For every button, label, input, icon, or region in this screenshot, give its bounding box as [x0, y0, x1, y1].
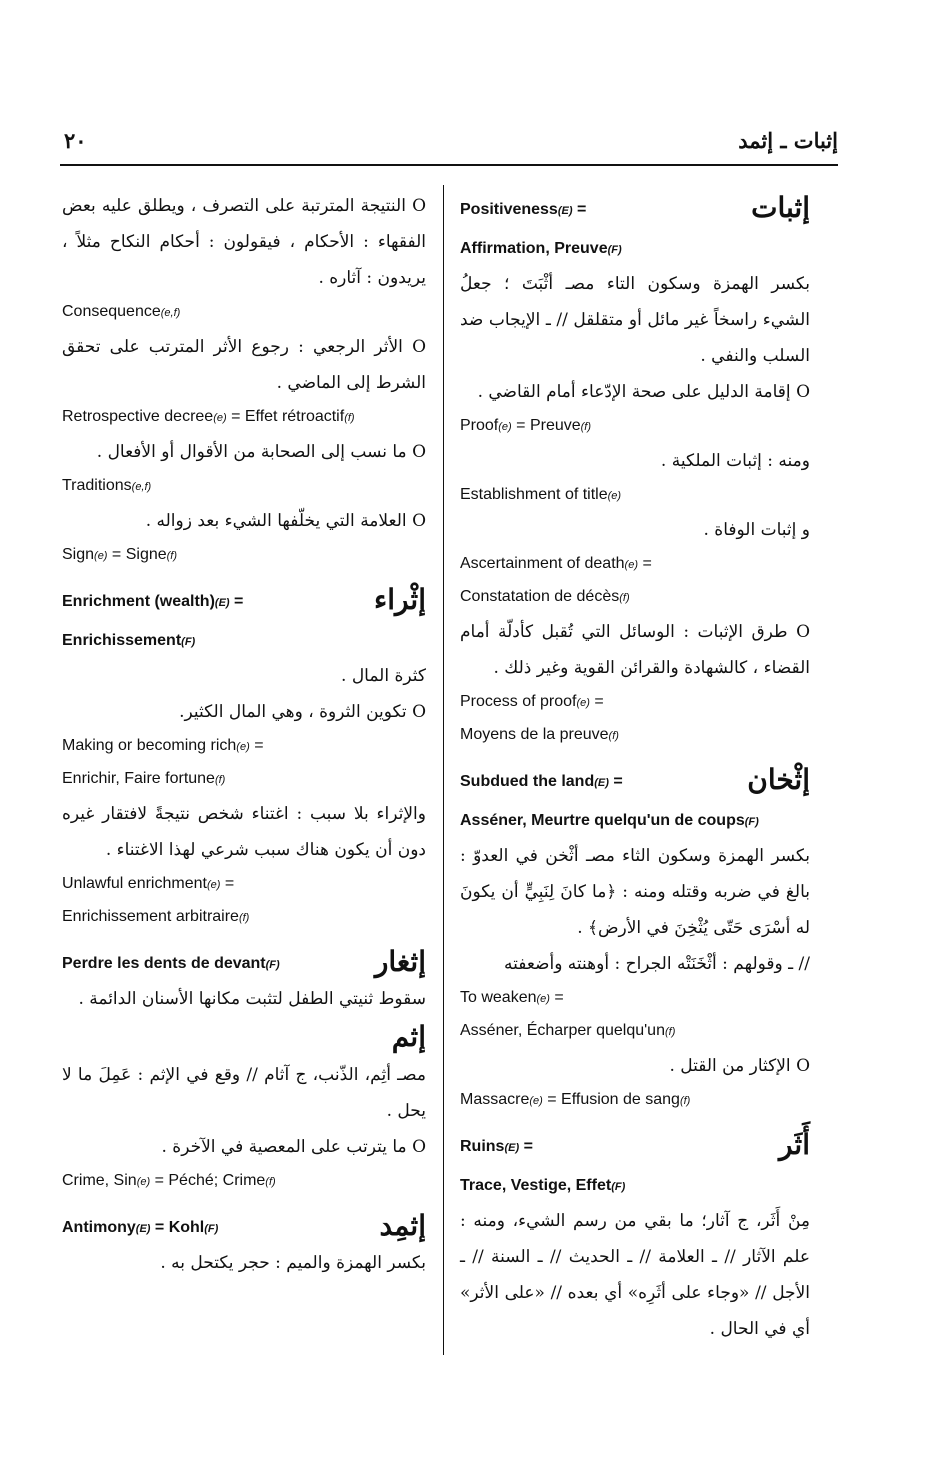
- entry-athar-continued: [62, 188, 426, 572]
- page-header: [60, 128, 838, 166]
- translation: Proof(e) = Preuve(f): [460, 417, 592, 434]
- definition: O تكوين الثروة ، وهي المال الكثير.: [179, 702, 426, 722]
- translation: Traditions(e,f): [62, 477, 152, 494]
- definition: O الإكثار من القتل .: [669, 1056, 810, 1076]
- headword: إثم: [391, 1020, 426, 1053]
- definition: O الأثر الرجعي : رجوع الأثر المترتب على تحقق الشرط إلى الماضي .: [62, 337, 426, 393]
- entry-ithmid: [62, 1206, 426, 1281]
- translation: Enrichissement arbitraire(f): [62, 908, 250, 925]
- definition: O ما نسب إلى الصحابة من الأقوال أو الأفعال .: [96, 442, 426, 462]
- translation: Ascertainment of death(e) =: [460, 555, 652, 572]
- entry-ithbat: [460, 188, 810, 752]
- definition: سقوط ثنيتي الطفل لتثبت مكانها الأسنان الدائمة .: [78, 989, 426, 1009]
- translation: To weaken(e) =: [460, 989, 564, 1006]
- entry-ithghar: [62, 942, 426, 1017]
- definition: و إثبات الوفاة .: [703, 520, 810, 540]
- translation: Enrichir, Faire fortune(f): [62, 770, 226, 787]
- translation: Consequence(e,f): [62, 303, 181, 320]
- page-number: ٢٠: [64, 128, 87, 153]
- entry-head: [62, 1206, 426, 1245]
- definition: O طرق الإثبات : الوسائل التي تُقبل كأدلّة أمام القضاء ، كالشهادة والقرائن القوية وغير ذلك .: [460, 622, 810, 678]
- definition: O النتيجة المترتبة على التصرف ، ويطلق عليه بعض الفقهاء : الأحكام ، فيقولون : أحكام النكاح مثلاً ، يريدون : آثاره .: [62, 196, 426, 288]
- headword: إثمِد: [379, 1209, 426, 1242]
- translation: Massacre(e) = Effusion de sang(f): [460, 1091, 691, 1108]
- english-equivalent: Antimony(E) = Kohl(F): [62, 1219, 219, 1236]
- definition: والإثراء بلا سبب : اغتناء شخص نتيجةً لافتقار غيره دون أن يكون هناك سبب شرعي لهذا الاغتناء .: [62, 804, 426, 860]
- french-equivalent: Asséner, Meurtre quelqu'un de coups(F): [460, 812, 759, 829]
- running-head: إثبات ـ إثمد: [738, 128, 838, 153]
- definition: بكسر الهمزة والميم : حجر يكتحل به .: [160, 1253, 426, 1273]
- translation: Sign(e) = Signe(f): [62, 546, 178, 563]
- definition: ومنه : إثبات الملكية .: [660, 451, 810, 471]
- entry-head: [62, 942, 426, 981]
- english-equivalent: Ruins(E) =: [460, 1138, 533, 1155]
- headword: أَثَر: [778, 1128, 810, 1161]
- left-column: [62, 188, 426, 1281]
- translation: Process of proof(e) =: [460, 693, 604, 710]
- english-equivalent: Subdued the land(E) =: [460, 773, 623, 790]
- definition: O العلامة التي يخلّفها الشيء بعد زواله .: [145, 511, 426, 531]
- entry-ithraa: [62, 580, 426, 934]
- entry-head: [460, 188, 810, 266]
- english-equivalent: Positiveness(E) =: [460, 201, 587, 218]
- definition: كثرة المال .: [341, 666, 426, 686]
- french-equivalent: Trace, Vestige, Effet(F): [460, 1177, 626, 1194]
- translation: Retrospective decree(e) = Effet rétroactif(f): [62, 408, 355, 425]
- column-divider: [443, 185, 444, 1355]
- translation: Crime, Sin(e) = Péché; Crime(f): [62, 1172, 276, 1189]
- entry-ithkhan: [460, 760, 810, 1117]
- entry-head: [460, 760, 810, 838]
- definition: // ـ وقولهم : أثْخَنَتْه الجراح : أوهنته وأضعفته: [503, 954, 810, 974]
- definition: مصـ أثِم، الذّنب، ج آثام // وقع في الإثم : عَمِلَ ما لا يحل .: [62, 1065, 426, 1121]
- translation: Making or becoming rich(e) =: [62, 737, 264, 754]
- french-equivalent: Perdre les dents de devant(F): [62, 955, 280, 972]
- entry-head: [460, 1125, 810, 1203]
- entry-athar: [460, 1125, 810, 1347]
- french-equivalent: Affirmation, Preuve(F): [460, 240, 622, 257]
- headword: إثْخان: [747, 763, 810, 796]
- entry-head: [62, 580, 426, 658]
- headword: إثغار: [374, 945, 426, 978]
- english-equivalent: Enrichment (wealth)(E) =: [62, 593, 244, 610]
- translation: Establishment of title(e): [460, 486, 622, 503]
- headword: إثْراء: [374, 583, 426, 616]
- definition: بكسر الهمزة وسكون التاء مصـ أثْبَتَ ؛ جعلُ الشيء راسخاً غير مائل أو متقلقل // ـ الإيجاب ضد السلب والنفي .: [460, 274, 810, 366]
- translation: Moyens de la preuve(f): [460, 726, 619, 743]
- headword: إثبات: [751, 191, 810, 224]
- definition: مِنْ أَثَر، ج آثار؛ ما بقي من رسم الشيء، ومنه : علم الآثار // ـ العلامة // ـ الحديث // ـ السنة // ـ الأجل // «وجاء على أثَرِه» أي بعده // «على الأثر» أي في الحال .: [460, 1211, 810, 1339]
- entry-ithm: [62, 1017, 426, 1198]
- right-column: [460, 188, 810, 1347]
- translation: Unlawful enrichment(e) =: [62, 875, 235, 892]
- definition: O ما يترتب على المعصية في الآخرة .: [161, 1137, 426, 1157]
- definition: O إقامة الدليل على صحة الإدّعاء أمام القاضي .: [477, 382, 810, 402]
- translation: Asséner, Écharper quelqu'un(f): [460, 1022, 676, 1039]
- definition: بكسر الهمزة وسكون الثاء مصـ أثْخن في العدوّ : بالغ في ضربه وقتله ومنه : ﴿ما كانَ لِنَبِيٍّ أن يكونَ له أسْرَى حَتّى يُثْخِنَ في الأرض﴾ .: [460, 846, 810, 938]
- french-equivalent: Enrichissement(F): [62, 632, 196, 649]
- translation: Constatation de décès(f): [460, 588, 630, 605]
